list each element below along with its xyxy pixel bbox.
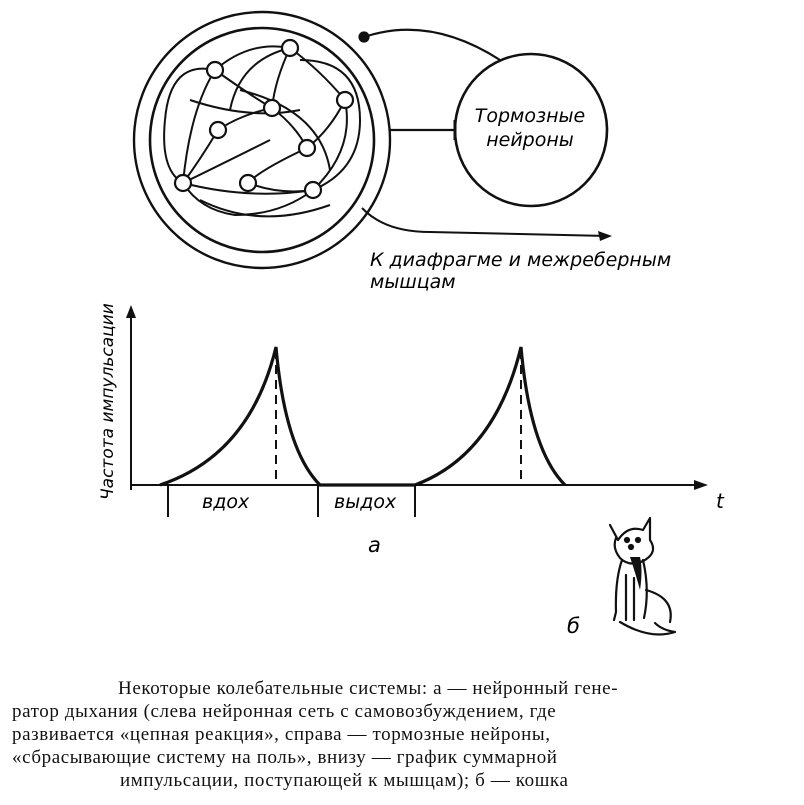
- neuron: [240, 175, 256, 191]
- neuron: [264, 100, 280, 116]
- inhale-label: вдох: [202, 491, 250, 513]
- neuron: [299, 140, 315, 156]
- x-axis-arrowhead: [694, 480, 708, 490]
- inhibitory-neurons: [455, 54, 607, 206]
- panel-label-a: а: [368, 533, 381, 557]
- network-connections: [164, 46, 360, 216]
- output-label-line1: К диафрагме и межреберным: [370, 249, 672, 271]
- caption-line: развивается «цепная реакция», справа — тормозные нейроны,: [12, 724, 551, 745]
- inhibitory-label-line1: Тормозные: [474, 105, 586, 127]
- output-label-line2: мышцам: [370, 271, 456, 293]
- impulse-curve: [160, 347, 565, 485]
- excitatory-link: [364, 30, 500, 60]
- caption-line: Некоторые колебательные системы: а — нейронный гене-: [118, 678, 619, 699]
- cat-body-outline: [614, 560, 647, 620]
- inhibitory-label-line2: нейроны: [486, 129, 574, 151]
- neuron: [282, 40, 298, 56]
- neuron: [210, 122, 226, 138]
- output-arrow-line: [362, 208, 608, 236]
- panel-label-b: б: [567, 614, 580, 638]
- neuron: [175, 175, 191, 191]
- cat-front-legs: [626, 575, 634, 620]
- neuron: [337, 92, 353, 108]
- cat-tail: [620, 622, 675, 634]
- caption-line: «сбрасывающие систему на поль», внизу — график суммарной: [12, 747, 558, 768]
- cat-eye: [625, 538, 629, 542]
- impulse-chart: [98, 303, 725, 557]
- output-arrow: [362, 208, 671, 293]
- y-axis-arrowhead: [126, 305, 136, 318]
- x-axis-label: t: [716, 489, 724, 513]
- neuron: [305, 182, 321, 198]
- cat-head: [610, 518, 653, 564]
- neural-network: [134, 12, 390, 268]
- cat-illustration: [610, 518, 675, 634]
- cat-eye: [636, 538, 640, 542]
- network-inner-circle: [150, 28, 374, 252]
- caption-line: импульсации, поступающей к мышцам); б — кошка: [120, 770, 569, 791]
- exhale-label: выдох: [334, 491, 397, 513]
- figure-caption: [12, 677, 790, 792]
- cat-nose: [629, 545, 633, 549]
- output-arrowhead: [598, 231, 612, 241]
- cat-chest-fur: [630, 557, 642, 590]
- caption-line: ратор дыхания (слева нейронная сеть с самовозбуждением, где: [12, 701, 557, 722]
- network-boundary-circle: [134, 12, 390, 268]
- neuron: [207, 62, 223, 78]
- y-axis-label: Частота импульсации: [98, 303, 118, 500]
- cat-haunch: [646, 590, 671, 622]
